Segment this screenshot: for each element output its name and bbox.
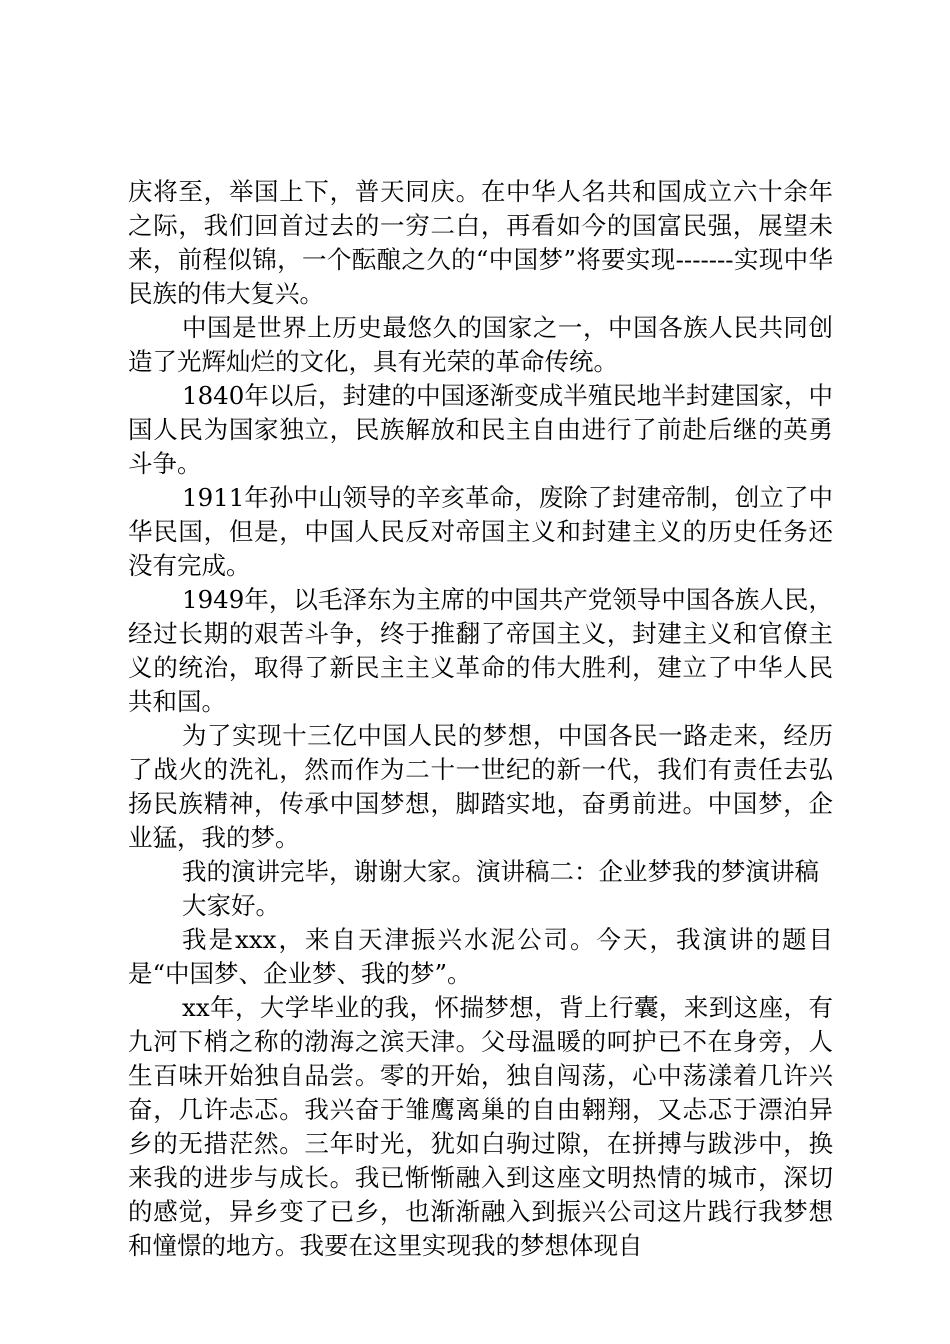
paragraph-2: 中国是世界上历史最悠久的国家之一，中国各族人民共同创造了光辉灿烂的文化，具有光荣的革命传统。 xyxy=(128,313,833,376)
paragraph-7: 我的演讲完毕，谢谢大家。演讲稿二：企业梦我的梦演讲稿 xyxy=(182,857,819,886)
document-page xyxy=(128,175,833,1263)
paragraph-5: 1949年，以毛泽东为主席的中国共产党领导中国各族人民，经过长期的艰苦斗争，终于推翻了帝国主义，封建主义和官僚主义的统治，取得了新民主主义革命的伟大胜利，建立了中华人民共和国。 xyxy=(128,585,833,716)
paragraph-9: 我是xxx，来自天津振兴水泥公司。今天，我演讲的题目是“中国梦、企业梦、我的梦”。 xyxy=(128,925,833,988)
paragraph-3: 1840年以后，封建的中国逐渐变成半殖民地半封建国家，中国人民为国家独立，民族解放和民主自由进行了前赴后继的英勇斗争。 xyxy=(128,381,833,478)
paragraph-1: 庆将至，举国上下，普天同庆。在中华人名共和国成立六十余年之际，我们回首过去的一穷二白，再看如今的国富民强，展望未来，前程似锦，一个酝酿之久的“中国梦”将要实现-------实现中华民族的伟大复兴。 xyxy=(128,177,833,308)
paragraph-10: xx年，大学毕业的我，怀揣梦想，背上行囊，来到这座，有九河下梢之称的渤海之滨天津。父母温暖的呵护已不在身旁，人生百味开始独自品尝。零的开始，独自闯荡，心中荡漾着几许兴奋，几许忐忑。我兴奋于雏鹰离巢的自由翱翔，又忐忑于漂泊异乡的无措茫然。三年时光，犹如白驹过隙，在拼搏与跋涉中，换来我的进步与成长。我已惭惭融入到这座文明热情的城市，深切的感觉，异乡变了已乡，也渐渐融入到振兴公司这片践行我梦想和憧憬的地方。我要在这里实现我的梦想体现自 xyxy=(128,993,833,1260)
paragraph-4: 1911年孙中山领导的辛亥革命，废除了封建帝制，创立了中华民国，但是，中国人民反对帝国主义和封建主义的历史任务还没有完成。 xyxy=(128,483,833,580)
paragraph-8: 大家好。 xyxy=(182,891,280,920)
paragraph-6: 为了实现十三亿中国人民的梦想，中国各民一路走来，经历了战火的洗礼，然而作为二十一世纪的新一代，我们有责任去弘扬民族精神，传承中国梦想，脚踏实地，奋勇前进。中国梦，企业猛，我的梦。 xyxy=(128,721,833,852)
